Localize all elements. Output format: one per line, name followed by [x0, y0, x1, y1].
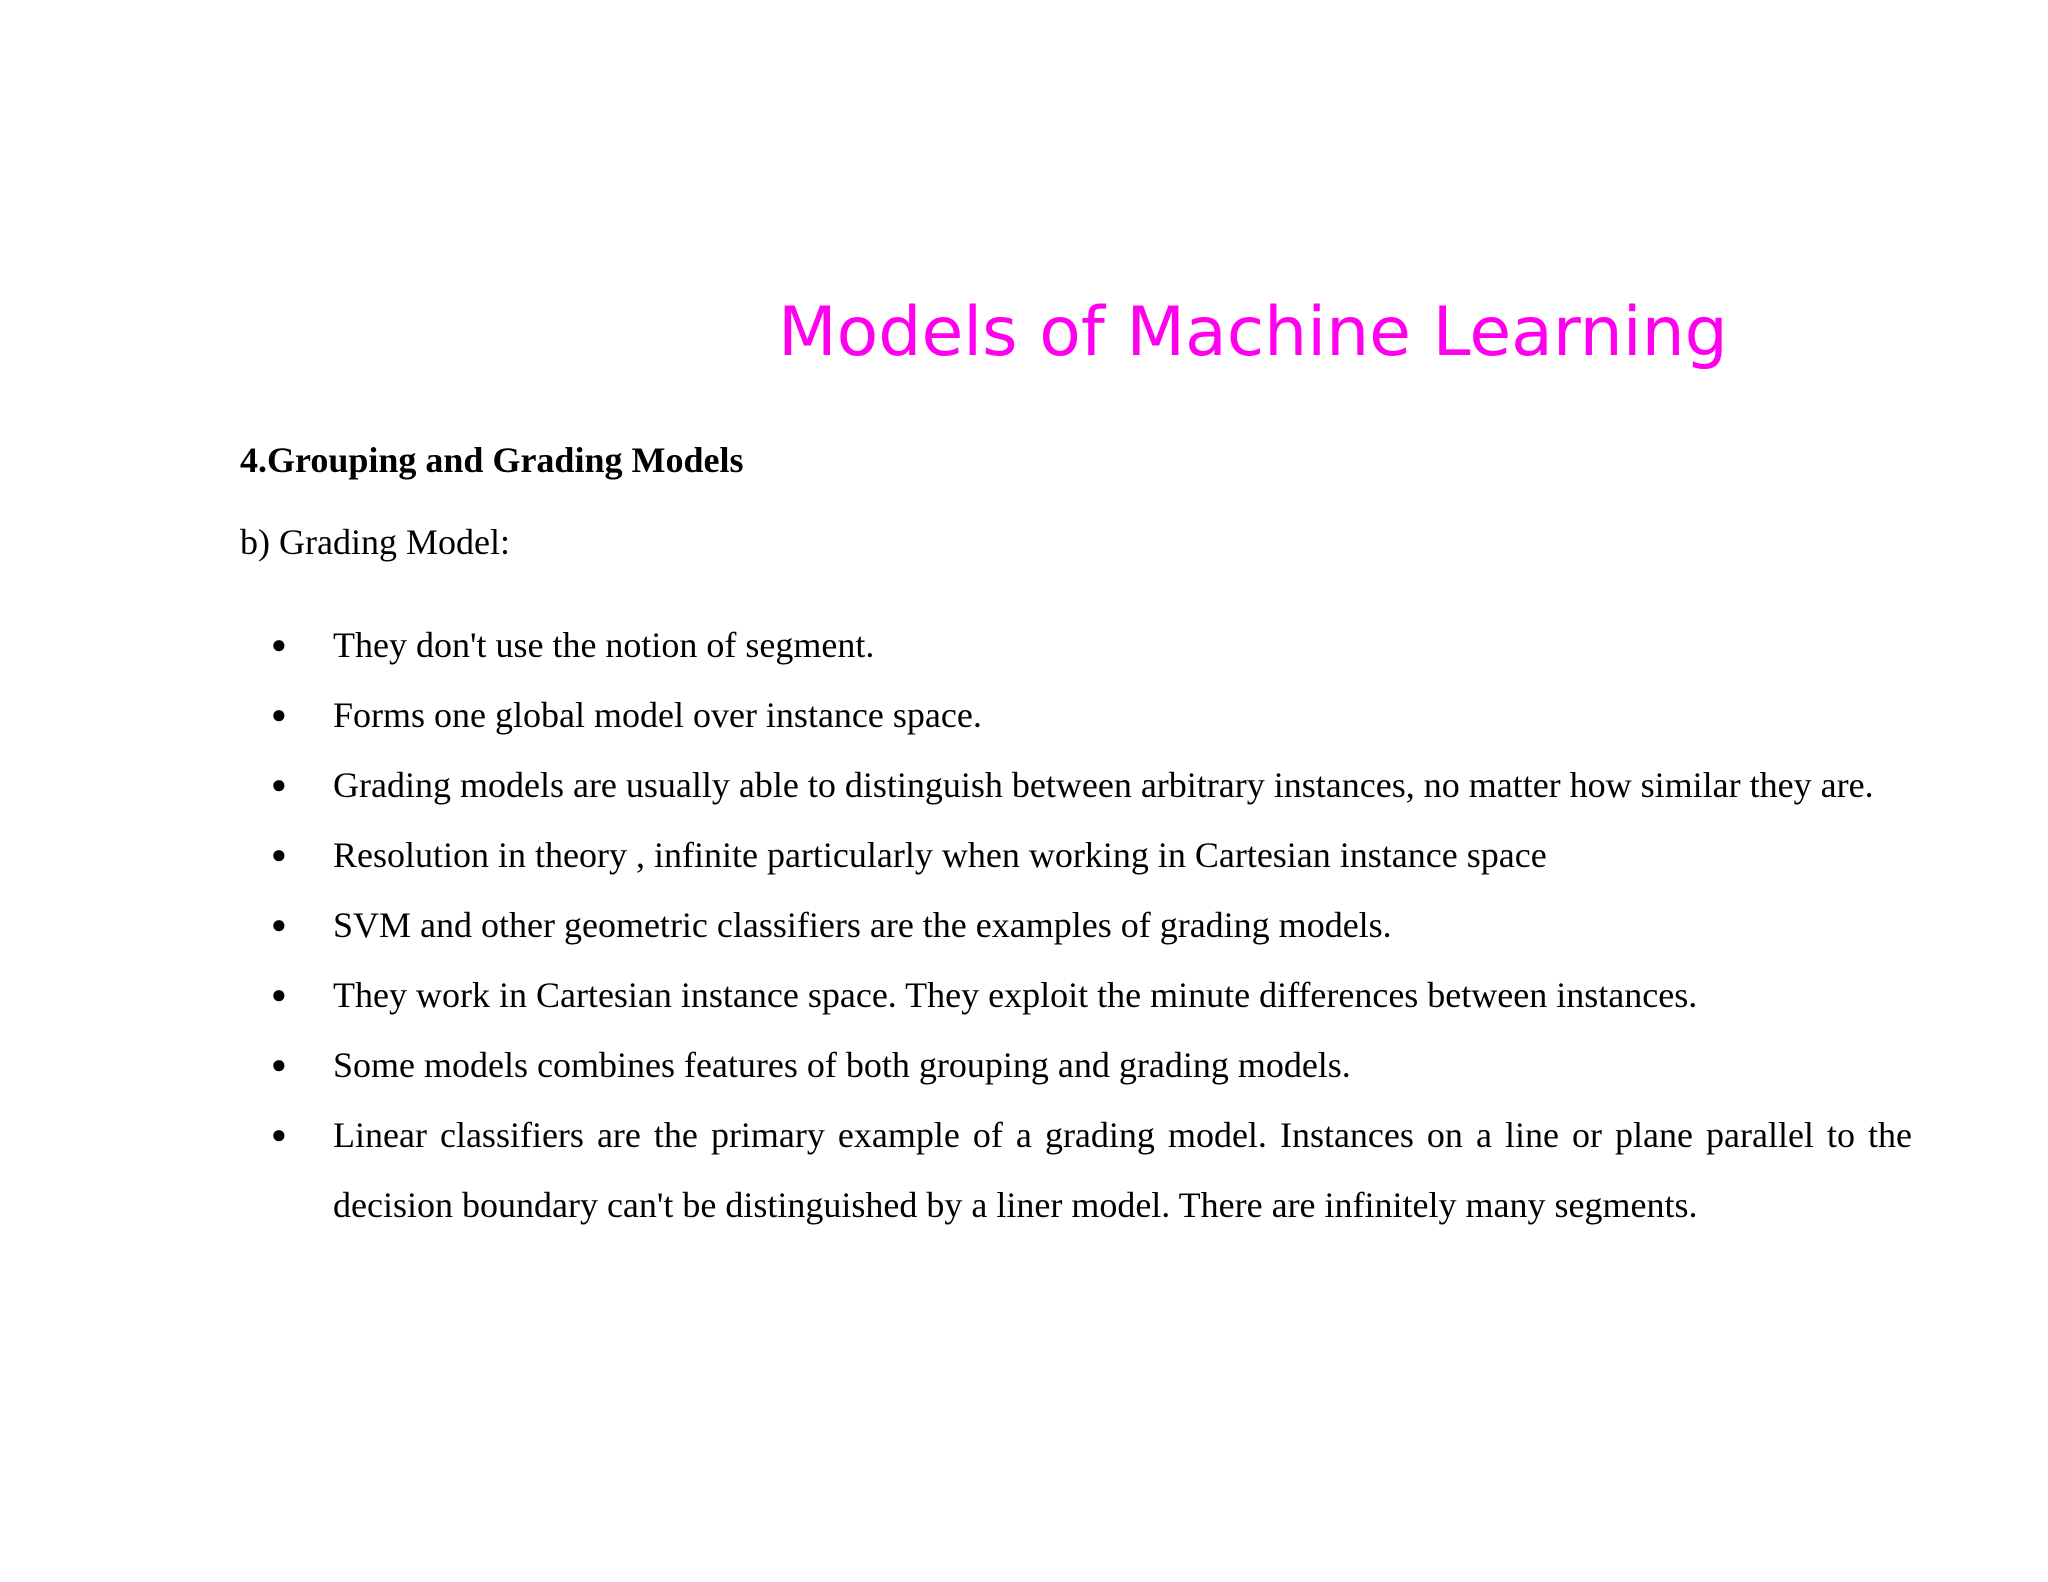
bullet-icon: ●	[271, 980, 287, 1009]
list-item	[240, 680, 1912, 750]
sub-heading: b) Grading Model:	[240, 522, 510, 562]
list-item	[240, 610, 1912, 680]
bullet-icon: ●	[271, 910, 287, 939]
bullet-icon: ●	[271, 1050, 287, 1079]
list-item	[240, 960, 1912, 1030]
page-title: Models of Machine Learning	[778, 293, 1728, 372]
list-item-text: They don't use the notion of segment.	[333, 625, 875, 665]
list-item-text: Resolution in theory , infinite particularly when working in Cartesian instance space	[333, 835, 1547, 875]
bullet-icon: ●	[271, 630, 287, 659]
list-item	[240, 750, 1912, 820]
list-item-text: Linear classifiers are the primary example of a grading model. Instances on a line or plane parallel to the decision boundary can't be distinguished by a liner model. There are infinitely many segments.	[333, 1115, 1912, 1225]
list-item-text: They work in Cartesian instance space. They exploit the minute differences between instances.	[333, 975, 1698, 1015]
list-item-text: Some models combines features of both grouping and grading models.	[333, 1045, 1351, 1085]
document-body	[240, 430, 1912, 1240]
list-item-text: Forms one global model over instance space.	[333, 695, 982, 735]
bullet-list	[240, 610, 1912, 1240]
list-item-text: Grading models are usually able to distinguish between arbitrary instances, no matter how similar they are.	[333, 765, 1874, 805]
section-heading: 4.Grouping and Grading Models	[240, 440, 744, 480]
list-item	[240, 1030, 1912, 1100]
list-item	[240, 890, 1912, 960]
list-item-text: SVM and other geometric classifiers are the examples of grading models.	[333, 905, 1392, 945]
list-item	[240, 820, 1912, 890]
list-item	[240, 1100, 1912, 1240]
bullet-icon: ●	[271, 700, 287, 729]
bullet-icon: ●	[271, 770, 287, 799]
bullet-icon: ●	[271, 840, 287, 869]
bullet-icon: ●	[271, 1120, 287, 1149]
